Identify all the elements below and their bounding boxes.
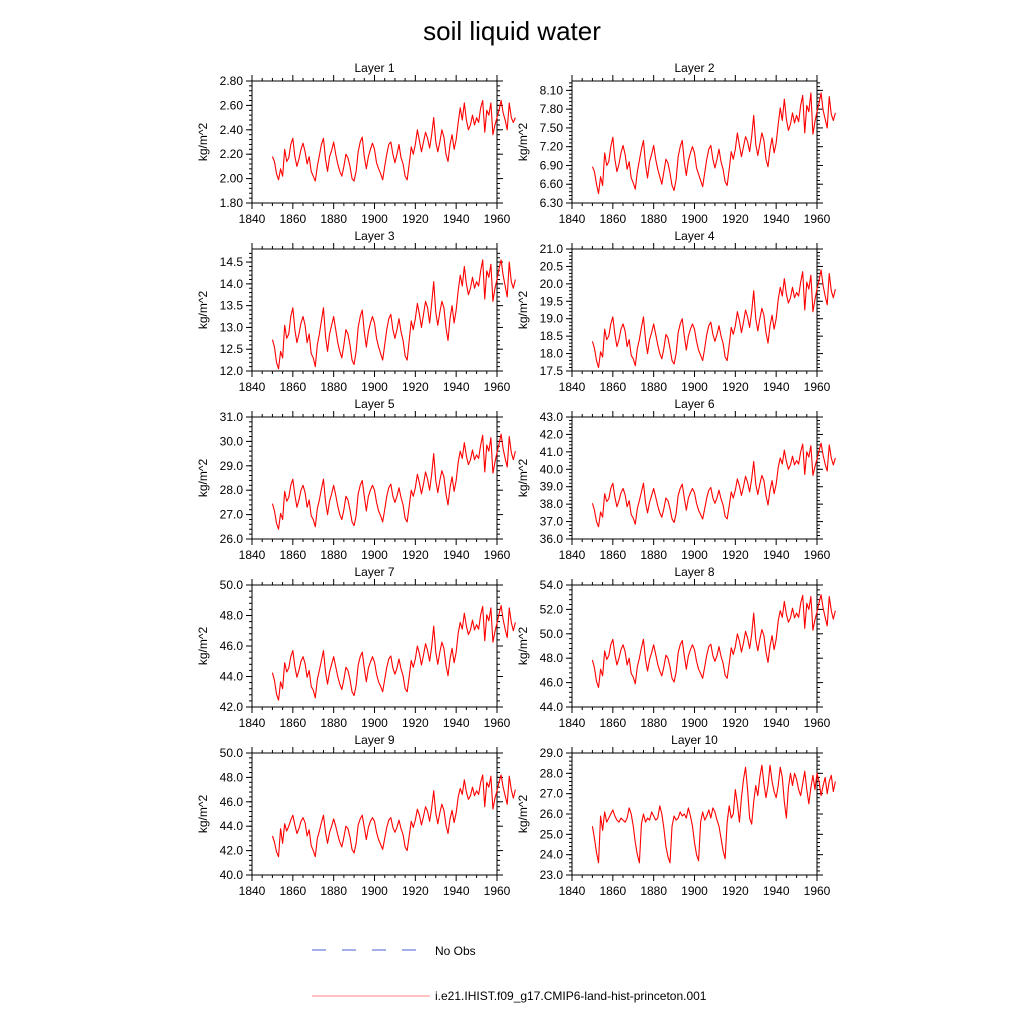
panel-title: Layer 6 — [674, 397, 715, 411]
x-tick-label: 1940 — [762, 380, 790, 394]
panel-layer-3 — [196, 229, 515, 394]
plot-frame — [252, 249, 497, 371]
panel-layer-9 — [196, 733, 515, 898]
plot-frame — [572, 585, 817, 707]
x-tick-label: 1900 — [361, 716, 388, 730]
y-tick-label: 26.0 — [539, 807, 563, 821]
y-tick-label: 41.0 — [539, 444, 563, 459]
panel-layer-4 — [516, 229, 835, 394]
x-tick-label: 1860 — [599, 716, 627, 730]
panel-layer-1 — [196, 61, 515, 226]
y-tick-label: 46.0 — [219, 794, 243, 809]
y-tick-label: 31.0 — [219, 410, 243, 424]
y-tick-label: 43.0 — [539, 410, 563, 424]
x-tick-label: 1960 — [483, 716, 511, 730]
x-tick-label: 1920 — [721, 380, 749, 394]
y-tick-label: 44.0 — [219, 819, 243, 834]
x-tick-label: 1880 — [640, 884, 668, 898]
plot-frame — [572, 417, 817, 539]
y-tick-label: 27.0 — [539, 786, 563, 801]
y-tick-label: 50.0 — [219, 578, 243, 592]
y-axis-label: kg/m^2 — [516, 122, 530, 162]
x-tick-label: 1840 — [238, 884, 266, 898]
y-tick-label: 19.5 — [539, 294, 563, 309]
panel-title: Layer 9 — [354, 733, 395, 747]
y-tick-label: 23.0 — [539, 868, 563, 882]
y-tick-label: 17.5 — [539, 364, 563, 378]
y-tick-label: 13.0 — [219, 320, 243, 335]
y-tick-label: 28.0 — [539, 766, 563, 781]
x-tick-label: 1900 — [361, 212, 388, 226]
y-tick-label: 20.5 — [539, 259, 563, 274]
x-tick-label: 1940 — [762, 716, 790, 730]
x-tick-label: 1940 — [762, 212, 790, 226]
y-tick-label: 19.0 — [539, 311, 563, 326]
y-tick-label: 7.20 — [539, 139, 563, 154]
series-line — [272, 606, 515, 701]
y-tick-label: 2.20 — [219, 147, 243, 162]
panel-layer-7 — [196, 565, 515, 730]
y-tick-label: 6.90 — [539, 158, 563, 173]
y-tick-label: 44.0 — [219, 669, 243, 684]
x-tick-label: 1960 — [483, 212, 511, 226]
panel-title: Layer 7 — [354, 565, 395, 579]
x-tick-label: 1920 — [401, 548, 429, 562]
y-tick-label: 48.0 — [219, 608, 243, 623]
y-tick-label: 48.0 — [539, 651, 563, 666]
y-tick-label: 42.0 — [219, 700, 243, 714]
x-tick-label: 1900 — [361, 884, 388, 898]
x-tick-label: 1900 — [361, 380, 388, 394]
y-tick-label: 2.80 — [219, 74, 243, 88]
x-tick-label: 1900 — [681, 380, 708, 394]
x-tick-label: 1900 — [681, 716, 708, 730]
plot-frame — [252, 417, 497, 539]
y-tick-label: 25.0 — [539, 827, 563, 842]
panel-title: Layer 10 — [671, 733, 718, 747]
y-tick-label: 40.0 — [219, 868, 243, 882]
y-tick-label: 39.0 — [539, 479, 563, 494]
x-tick-label: 1960 — [803, 548, 831, 562]
y-axis-label: kg/m^2 — [516, 794, 530, 834]
x-tick-label: 1940 — [442, 548, 470, 562]
x-tick-label: 1960 — [803, 380, 831, 394]
x-tick-label: 1860 — [279, 884, 307, 898]
x-tick-label: 1860 — [279, 212, 307, 226]
x-tick-label: 1920 — [721, 716, 749, 730]
legend — [312, 944, 707, 1003]
x-tick-label: 1940 — [442, 716, 470, 730]
x-tick-label: 1880 — [320, 716, 348, 730]
x-tick-label: 1840 — [558, 548, 586, 562]
panel-title: Layer 4 — [674, 229, 715, 243]
series-line — [592, 270, 835, 368]
series-line — [272, 101, 515, 182]
x-tick-label: 1860 — [279, 716, 307, 730]
legend-series-label: i.e21.IHIST.f09_g17.CMIP6-land-hist-princeton.001 — [435, 989, 707, 1003]
x-tick-label: 1880 — [640, 716, 668, 730]
y-tick-label: 20.0 — [539, 276, 563, 291]
y-tick-label: 7.80 — [539, 102, 563, 117]
y-axis-label: kg/m^2 — [516, 626, 530, 666]
plot-frame — [572, 81, 817, 203]
y-tick-label: 6.60 — [539, 177, 563, 192]
y-tick-label: 2.40 — [219, 122, 243, 137]
panel-title: Layer 8 — [674, 565, 715, 579]
x-tick-label: 1900 — [681, 884, 708, 898]
x-tick-label: 1920 — [401, 716, 429, 730]
y-tick-label: 54.0 — [539, 578, 563, 592]
x-tick-label: 1900 — [361, 548, 388, 562]
y-axis-label: kg/m^2 — [196, 458, 210, 498]
y-tick-label: 26.0 — [219, 532, 243, 546]
y-axis-label: kg/m^2 — [516, 458, 530, 498]
x-tick-label: 1920 — [401, 380, 429, 394]
x-tick-label: 1840 — [558, 212, 586, 226]
panel-layer-6 — [516, 397, 835, 562]
panel-title: Layer 5 — [354, 397, 395, 411]
plot-frame — [252, 753, 497, 875]
y-tick-label: 6.30 — [539, 196, 563, 210]
panel-title: Layer 1 — [354, 61, 395, 75]
y-tick-label: 12.0 — [219, 364, 243, 378]
x-tick-label: 1840 — [238, 212, 266, 226]
x-tick-label: 1860 — [599, 380, 627, 394]
plot-frame — [252, 81, 497, 203]
x-tick-label: 1840 — [238, 716, 266, 730]
series-line — [592, 765, 835, 863]
x-tick-label: 1880 — [320, 884, 348, 898]
series-line — [592, 595, 835, 688]
x-tick-label: 1940 — [762, 548, 790, 562]
x-tick-label: 1960 — [483, 884, 511, 898]
y-tick-label: 13.5 — [219, 298, 243, 313]
x-tick-label: 1860 — [599, 212, 627, 226]
y-tick-label: 2.00 — [219, 171, 243, 186]
y-tick-label: 21.0 — [539, 242, 563, 256]
x-tick-label: 1860 — [599, 548, 627, 562]
x-tick-label: 1860 — [279, 380, 307, 394]
x-tick-label: 1920 — [721, 548, 749, 562]
y-axis-label: kg/m^2 — [196, 290, 210, 330]
x-tick-label: 1860 — [279, 548, 307, 562]
x-tick-label: 1960 — [803, 884, 831, 898]
panel-title: Layer 2 — [674, 61, 715, 75]
x-tick-label: 1840 — [558, 380, 586, 394]
y-tick-label: 29.0 — [539, 746, 563, 760]
x-tick-label: 1880 — [320, 212, 348, 226]
x-tick-label: 1860 — [599, 884, 627, 898]
y-tick-label: 52.0 — [539, 602, 563, 617]
y-tick-label: 14.0 — [219, 276, 243, 291]
y-tick-label: 50.0 — [219, 746, 243, 760]
y-tick-label: 18.0 — [539, 346, 563, 361]
y-tick-label: 29.0 — [219, 458, 243, 473]
y-tick-label: 27.0 — [219, 507, 243, 522]
y-tick-label: 18.5 — [539, 329, 563, 344]
x-tick-label: 1960 — [483, 548, 511, 562]
y-tick-label: 24.0 — [539, 847, 563, 862]
x-tick-label: 1960 — [803, 716, 831, 730]
y-tick-label: 44.0 — [539, 700, 563, 714]
y-tick-label: 50.0 — [539, 626, 563, 641]
y-tick-label: 30.0 — [219, 434, 243, 449]
y-tick-label: 42.0 — [219, 843, 243, 858]
y-tick-label: 1.80 — [219, 196, 243, 210]
x-tick-label: 1940 — [442, 212, 470, 226]
x-tick-label: 1880 — [640, 548, 668, 562]
series-line — [592, 93, 835, 194]
panel-layer-2 — [516, 61, 835, 226]
panel-layer-10 — [516, 733, 835, 898]
y-tick-label: 42.0 — [539, 427, 563, 442]
y-tick-label: 7.50 — [539, 120, 563, 135]
x-tick-label: 1880 — [320, 380, 348, 394]
x-tick-label: 1940 — [442, 884, 470, 898]
series-line — [592, 443, 835, 527]
x-tick-label: 1880 — [320, 548, 348, 562]
figure-title: soil liquid water — [423, 16, 601, 46]
panel-grid — [196, 61, 835, 898]
y-tick-label: 37.0 — [539, 514, 563, 529]
x-tick-label: 1840 — [558, 884, 586, 898]
x-tick-label: 1840 — [558, 716, 586, 730]
y-tick-label: 36.0 — [539, 532, 563, 546]
y-tick-label: 2.60 — [219, 98, 243, 113]
panel-title: Layer 3 — [354, 229, 395, 243]
x-tick-label: 1900 — [681, 212, 708, 226]
y-tick-label: 48.0 — [219, 770, 243, 785]
y-tick-label: 40.0 — [539, 462, 563, 477]
x-tick-label: 1920 — [721, 212, 749, 226]
x-tick-label: 1880 — [640, 212, 668, 226]
x-tick-label: 1840 — [238, 548, 266, 562]
x-tick-label: 1960 — [803, 212, 831, 226]
y-tick-label: 14.5 — [219, 255, 243, 270]
y-tick-label: 28.0 — [219, 483, 243, 498]
y-axis-label: kg/m^2 — [196, 122, 210, 162]
y-tick-label: 38.0 — [539, 497, 563, 512]
y-tick-label: 12.5 — [219, 342, 243, 357]
series-line — [272, 434, 515, 529]
x-tick-label: 1940 — [762, 884, 790, 898]
series-line — [272, 260, 515, 369]
x-tick-label: 1840 — [238, 380, 266, 394]
panel-layer-8 — [516, 565, 835, 730]
x-tick-label: 1900 — [681, 548, 708, 562]
y-axis-label: kg/m^2 — [196, 626, 210, 666]
x-tick-label: 1920 — [401, 884, 429, 898]
legend-no-obs-label: No Obs — [435, 944, 476, 958]
y-tick-label: 46.0 — [219, 639, 243, 653]
y-tick-label: 46.0 — [539, 675, 563, 690]
x-tick-label: 1920 — [401, 212, 429, 226]
x-tick-label: 1880 — [640, 380, 668, 394]
y-tick-label: 8.10 — [539, 83, 563, 98]
x-tick-label: 1940 — [442, 380, 470, 394]
plot-frame — [252, 585, 497, 707]
x-tick-label: 1960 — [483, 380, 511, 394]
y-axis-label: kg/m^2 — [196, 794, 210, 834]
y-axis-label: kg/m^2 — [516, 290, 530, 330]
plot-frame — [572, 249, 817, 371]
panel-layer-5 — [196, 397, 515, 562]
x-tick-label: 1920 — [721, 884, 749, 898]
series-line — [272, 775, 515, 857]
